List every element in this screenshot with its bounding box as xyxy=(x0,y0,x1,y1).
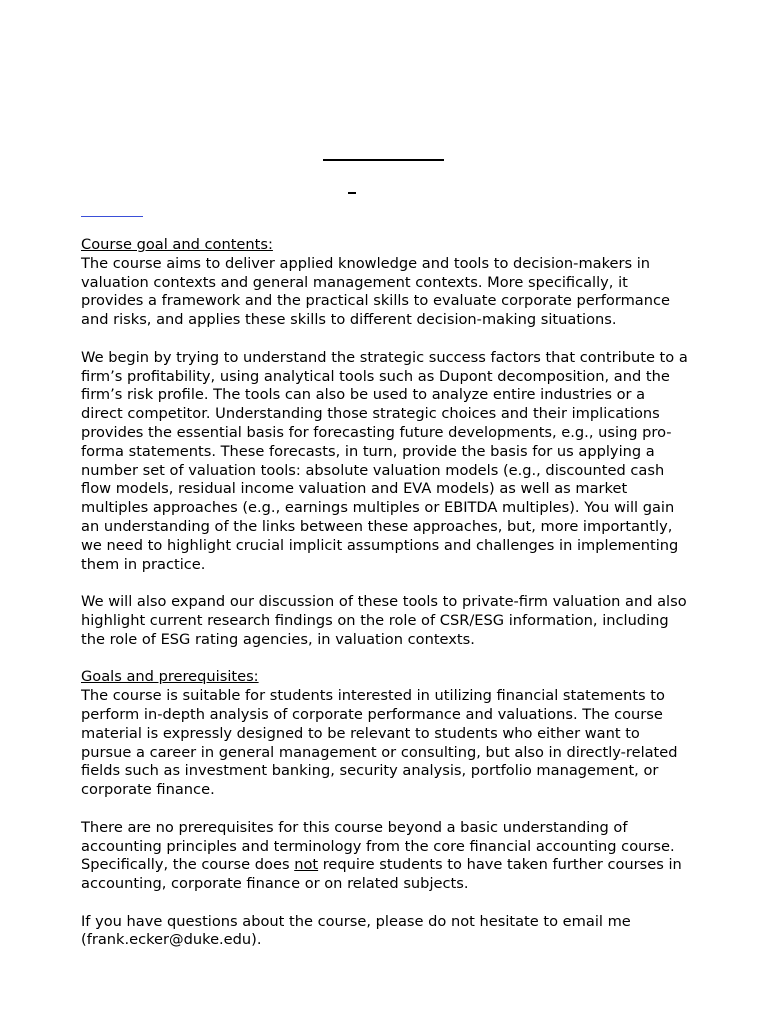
course-goal-heading: Course goal and contents: xyxy=(81,236,273,253)
course-goal-paragraph-2: We begin by trying to understand the strategic success factors that contribute to a firm’s profitability, using analytical tools such as Dupont decomposition, and the firm’s risk profile. The tools can also be used to analyze entire industries or a direct competitor. Understanding those strategic choices and their implications provides the essential basis for forecasting future developments, e.g., using pro-forma statements. These forecasts, in turn, provide the basis for us applying a number set of valuation tools: absolute valuation models (e.g., discounted cash flow models, residual income valuation and EVA models) as well as market multiples approaches (e.g., earnings multiples or EBITDA multiples). You will gain an understanding of the links between these approaches, but, more importantly, we need to highlight crucial implicit assumptions and challenges in implementing them in practice. xyxy=(81,348,688,573)
body-text xyxy=(81,236,691,969)
prereq-text-after: require students to have taken further courses in accounting, corporate finance or on related subjects. xyxy=(81,856,682,893)
prereq-emphasis: not xyxy=(294,856,319,874)
title-dash xyxy=(348,192,356,194)
title-underline xyxy=(323,159,444,161)
goals-prereq-paragraph-1: The course is suitable for students interested in utilizing financial statements to perform in-depth analysis of corporate performance and valuations. The course material is expressly designed to be relevant to students who either want to pursue a career in general management or consulting, but also in directly-related fields such as investment banking, security analysis, portfolio management, or corporate finance. xyxy=(81,687,678,799)
goals-prereq-paragraph-2 xyxy=(81,819,691,894)
course-goal-paragraph-3: We will also expand our discussion of these tools to private-firm valuation and also highlight current research findings on the role of CSR/ESG information, including the role of ESG rating agencies, in valuation contexts. xyxy=(81,593,687,648)
course-goal-paragraph-1: The course aims to deliver applied knowledge and tools to decision-makers in valuation contexts and general management contexts. More specifically, it provides a framework and the practical skills to evaluate corporate performance and risks, and applies these skills to different decision-making situations. xyxy=(81,254,670,329)
hyperlink-underline[interactable] xyxy=(81,216,143,217)
goals-prereq-heading: Goals and prerequisites: xyxy=(81,668,259,686)
prereq-text-before: There are no prerequisites for this course beyond a basic understanding of accounting principles and terminology from the core financial accounting course. Specifically, the course does xyxy=(81,818,675,874)
goals-prereq-paragraph-3: If you have questions about the course, please do not hesitate to email me (frank.ecker@duke.edu). xyxy=(81,912,631,949)
